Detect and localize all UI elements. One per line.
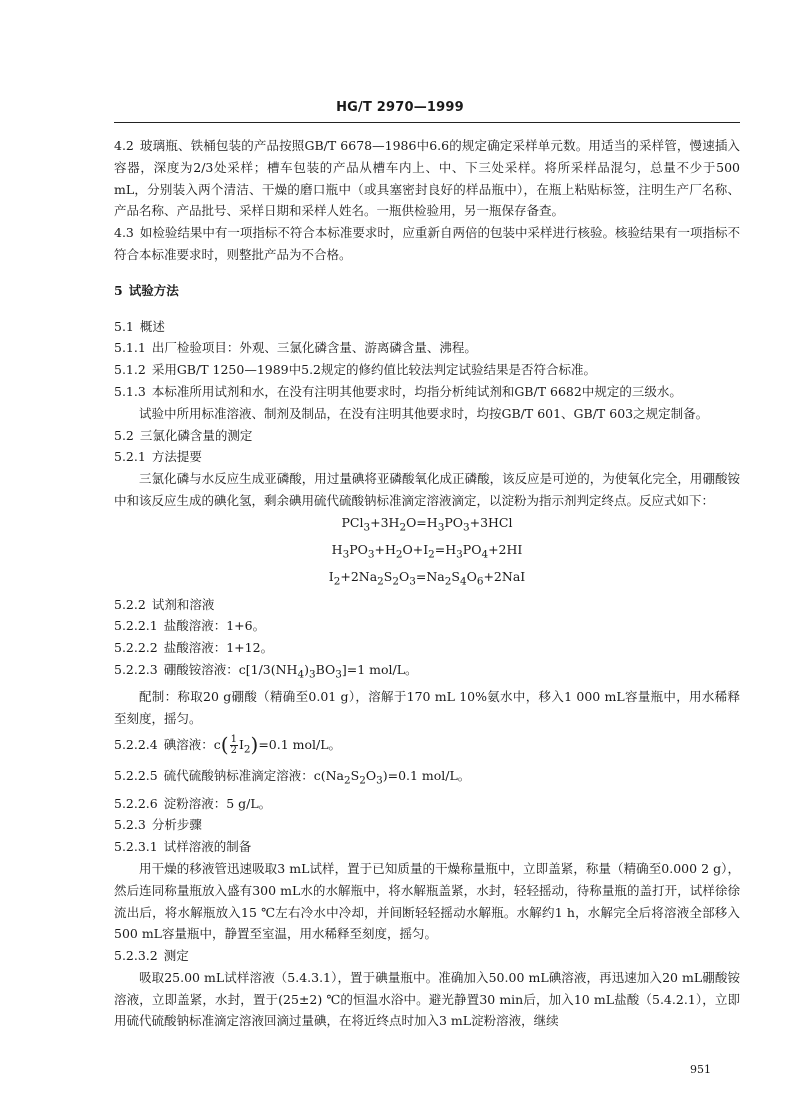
subscript: 4 xyxy=(297,668,305,681)
eq-part: PO xyxy=(349,542,368,558)
clause-text: )=0.1 mol/L。 xyxy=(382,768,471,784)
section-number: 5.2.3 xyxy=(114,817,146,833)
section-number: 5.1 xyxy=(114,318,134,334)
section-number: 5.2.3.1 xyxy=(114,839,158,855)
clause-5-2-2-4 xyxy=(114,734,740,761)
paragraph-method-summary: 三氯化磷与水反应生成亚磷酸，用过量碘将亚磷酸氧化成正磷酸，该反应是可逆的，为使氧化完全，用硼酸铵中和该反应生成的碘化氢，剩余碘用硫代硫酸钠标准滴定溶液滴定，以淀粉为指示剂判定终点。反应式如下： xyxy=(114,471,740,508)
eq-sub: 2 xyxy=(377,575,384,588)
paragraph-sample-prep: 用干燥的移液管迅速吸取3 mL试样，置于已知质量的干燥称量瓶中，立即盖紧，称量（精确至0.000 2 g），然后连同称量瓶放入盛有300 mL水的水解瓶中，将水解瓶盖紧，水封，轻轻摇动，待称量瓶的盖打开，试样徐徐流出后，将水解瓶放入15 ℃左右冷水中冷却，并间断轻轻摇动水解瓶。水解约1 h，水解完全后将溶液全部移入500 mL容量瓶中，静置至室温，用水稀释至刻度，摇匀。 xyxy=(114,860,740,942)
clause-5-2-2-2 xyxy=(114,637,740,659)
clause-number: 5.2.2.4 xyxy=(114,736,158,752)
clause-text: 盐酸溶液：1+12。 xyxy=(163,640,274,656)
clause-number: 5.1.1 xyxy=(114,340,146,356)
eq-part: PO xyxy=(462,542,482,558)
clause-text: 玻璃瓶、铁桶包装的产品按照GB/T 6678—1986中6.6的规定确定采样单元数。用适当的采样管，慢速插入容器，深度为2/3处采样；槽车包装的产品从槽车内上、中、下三处采样。将所采样品混匀，总量不少于500 mL，分别装入两个清洁、干燥的磨口瓶中（或具塞密封良好的样品瓶中），在瓶上粘贴标签，注明生产厂名称、产品名称、产品批号、采样日期和采样人姓名。一瓶供检验用，另一瓶保存备查。 xyxy=(114,138,740,219)
subscript: 3 xyxy=(335,668,342,681)
clause-number: 5.2.2.3 xyxy=(114,662,158,678)
eq-sub: 2 xyxy=(399,521,407,534)
subscript: 2 xyxy=(359,774,366,787)
eq-part: O xyxy=(466,569,477,585)
eq-part: +3H xyxy=(370,514,400,530)
eq-sub: 3 xyxy=(363,521,371,534)
section-5-2-3-heading xyxy=(114,814,740,836)
section-5-2-3-2-heading xyxy=(114,945,740,967)
eq-sub: 2 xyxy=(392,575,399,588)
eq-part: S xyxy=(383,569,393,585)
clause-text: 碘溶液：c xyxy=(163,736,221,752)
paragraph-preparation: 配制：称取20 g硼酸（精确至0.01 g），溶解于170 mL 10%氨水中，移入1 000 mL容量瓶中，用水稀释至刻度，摇匀。 xyxy=(114,689,740,727)
eq-part: I xyxy=(328,569,334,585)
clause-4-2 xyxy=(114,135,740,222)
clause-text: S xyxy=(350,768,360,784)
clause-text: ) xyxy=(304,662,309,678)
equation-2 xyxy=(114,539,740,566)
clause-text: 硫代硫酸钠标准滴定溶液：c(Na xyxy=(163,768,345,784)
clause-5-1-2 xyxy=(114,359,740,381)
section-title: 试样溶液的制备 xyxy=(163,839,252,855)
clause-number: 5.2.2.5 xyxy=(114,768,158,784)
eq-part: +3HCl xyxy=(469,514,513,530)
eq-sub: 4 xyxy=(459,575,467,588)
eq-sub: 4 xyxy=(481,548,489,561)
clause-text: 采用GB/T 1250—1989中5.2规定的修约值比较法判定试验结果是否符合标准。 xyxy=(151,362,597,378)
clause-number: 5.1.3 xyxy=(114,383,146,399)
header-rule xyxy=(114,122,740,123)
clause-4-3 xyxy=(114,222,740,266)
clause-text: 如检验结果中有一项指标不符合本标准要求时，应重新自两倍的包装中采样进行核验。核验结果有一项指标不符合本标准要求时，则整批产品为不合格。 xyxy=(114,225,740,262)
eq-part: +2Na xyxy=(340,569,378,585)
eq-sub: 6 xyxy=(476,575,484,588)
eq-part: =Na xyxy=(415,569,445,585)
clause-text: =0.1 mol/L。 xyxy=(258,736,342,752)
clause-text: 硼酸铵溶液：c[1/3(NH xyxy=(163,662,298,678)
section-title: 方法提要 xyxy=(151,449,202,465)
clause-number: 4.3 xyxy=(114,225,134,241)
clause-text: 出厂检验项目：外观、三氯化磷含量、游离磷含量、沸程。 xyxy=(151,340,477,356)
eq-sub: 3 xyxy=(437,521,445,534)
section-5-2-1-heading xyxy=(114,446,740,468)
eq-part: PCl xyxy=(341,514,364,530)
eq-part: +2NaI xyxy=(483,569,526,585)
eq-sub: 2 xyxy=(395,548,403,561)
section-title: 试验方法 xyxy=(128,282,179,298)
section-number: 5.2.3.2 xyxy=(114,948,158,964)
eq-part: O=H xyxy=(406,514,438,530)
eq-sub: 2 xyxy=(333,575,341,588)
section-5-2-heading xyxy=(114,425,740,447)
eq-part: S xyxy=(451,569,460,585)
section-5-1-heading xyxy=(114,316,740,338)
subscript: 3 xyxy=(376,774,383,787)
clause-number: 5.2.2.1 xyxy=(114,618,158,634)
clause-5-1-1 xyxy=(114,337,740,359)
fraction-denominator: 2 xyxy=(230,744,237,756)
clause-5-1-3 xyxy=(114,381,740,403)
equation-3 xyxy=(114,566,740,593)
eq-part: O xyxy=(399,569,410,585)
page-number: 951 xyxy=(690,1063,711,1076)
section-5-2-2-heading xyxy=(114,594,740,616)
clause-5-2-2-5 xyxy=(114,765,740,792)
eq-sub: 2 xyxy=(428,548,435,561)
section-title: 试剂和溶液 xyxy=(151,596,215,612)
paragraph-5-1-3-cont: 试验中所用标准溶液、制剂及制品，在没有注明其他要求时，均按GB/T 601、GB/T 603之规定制备。 xyxy=(139,405,709,421)
fraction xyxy=(230,735,238,756)
running-header: HG/T 2970—1999 xyxy=(336,100,464,115)
clause-text: I xyxy=(238,736,244,752)
fraction-numerator: 1 xyxy=(230,733,237,745)
paragraph-determination: 吸取25.00 mL试样溶液（5.4.3.1），置于碘量瓶中。准确加入50.00 mL碘溶液，再迅速加入20 mL硼酸铵溶液，立即盖紧，水封，置于(25±2) ℃的恒温水浴中。避光静置30 min后，加入10 mL盐酸（5.4.2.1），立即用硫代硫酸钠标准滴定溶液回滴过量碘，在将近终点时加入3 mL淀粉溶液，继续 xyxy=(114,969,740,1029)
eq-part: H xyxy=(331,542,343,558)
eq-sub: 3 xyxy=(409,575,416,588)
section-title: 三氯化磷含量的测定 xyxy=(139,427,253,443)
section-title: 概述 xyxy=(139,318,165,334)
eq-part: O+I xyxy=(402,542,429,558)
eq-sub: 2 xyxy=(444,575,452,588)
subscript: 3 xyxy=(308,668,316,681)
eq-sub: 3 xyxy=(456,548,463,561)
clause-text: 淀粉溶液：5 g/L。 xyxy=(163,795,272,811)
paren-close: ) xyxy=(250,732,259,757)
section-number: 5.2.2 xyxy=(114,596,146,612)
clause-5-2-2-1 xyxy=(114,615,740,637)
clause-text: 盐酸溶液：1+6。 xyxy=(163,618,266,634)
eq-part: +H xyxy=(374,542,396,558)
clause-number: 4.2 xyxy=(114,138,134,153)
clause-number: 5.2.2.2 xyxy=(114,640,158,656)
section-number: 5 xyxy=(114,282,123,298)
clause-number: 5.1.2 xyxy=(114,362,146,378)
section-number: 5.2 xyxy=(114,427,134,443)
eq-part: +2HI xyxy=(488,542,523,558)
clause-5-2-2-6 xyxy=(114,793,740,815)
eq-sub: 3 xyxy=(342,548,350,561)
section-5-heading xyxy=(114,280,740,302)
clause-5-2-2-3 xyxy=(114,659,740,686)
eq-sub: 3 xyxy=(367,548,375,561)
equation-1 xyxy=(114,512,740,539)
body-text xyxy=(114,135,740,1032)
subscript: 2 xyxy=(344,774,351,787)
subscript: 2 xyxy=(243,743,251,756)
eq-part: PO xyxy=(444,514,463,530)
clause-text: O xyxy=(365,768,377,784)
clause-text: ]=1 mol/L。 xyxy=(341,662,418,678)
section-5-2-3-1-heading xyxy=(114,836,740,858)
paren-open: ( xyxy=(220,732,229,757)
section-title: 测定 xyxy=(163,948,189,964)
section-number: 5.2.1 xyxy=(114,449,146,465)
clause-number: 5.2.2.6 xyxy=(114,795,158,811)
clause-text: BO xyxy=(315,662,336,678)
section-title: 分析步骤 xyxy=(151,817,202,833)
eq-part: =H xyxy=(434,542,457,558)
clause-text: 本标准所用试剂和水，在没有注明其他要求时，均指分析纯试剂和GB/T 6682中规定的三级水。 xyxy=(151,383,682,399)
eq-sub: 3 xyxy=(462,521,470,534)
